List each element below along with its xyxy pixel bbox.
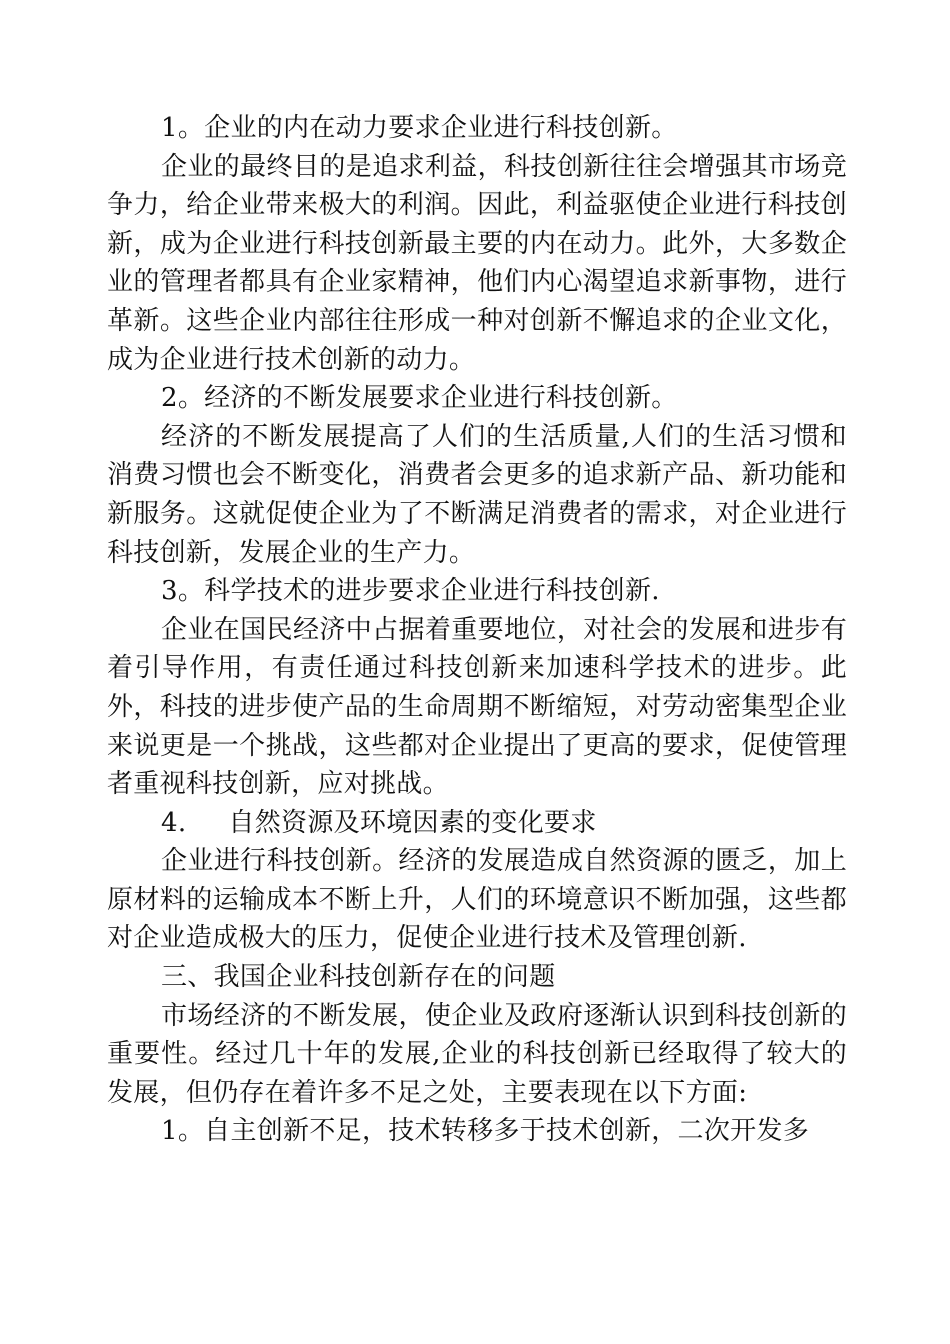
section-heading-science-progress: 3。科学技术的进步要求企业进行科技创新. xyxy=(161,576,660,607)
paragraph-natural-resources: 企业进行科技创新。经济的发展造成自然资源的匮乏，加上原材料的运输成本不断上升，人们的环境意识不断加强，这些都对企业造成极大的压力，促使企业进行技术及管理创新. xyxy=(107,846,847,954)
document-body xyxy=(107,109,847,1151)
paragraph-problems-intro: 市场经济的不断发展，使企业及政府逐渐认识到科技创新的重要性。经过几十年的发展,企业的科技创新已经取得了较大的发展，但仍存在着许多不足之处，主要表现在以下方面: xyxy=(107,1000,847,1108)
paragraph-internal-motivation: 企业的最终目的是追求利益，科技创新往往会增强其市场竞争力，给企业带来极大的利润。因此，利益驱使企业进行科技创新，成为企业进行科技创新最主要的内在动力。此外，大多数企业的管理者都具有企业家精神，他们内心渴望追求新事物，进行革新。这些企业内部往往形成一种对创新不懈追求的企业文化，成为企业进行技术创新的动力。 xyxy=(107,151,847,375)
section-heading-problems: 三、我国企业科技创新存在的问题 xyxy=(161,962,556,993)
section-heading-economic-development: 2。经济的不断发展要求企业进行科技创新。 xyxy=(161,383,678,414)
paragraph-economic-development: 经济的不断发展提高了人们的生活质量,人们的生活习惯和消费习惯也会不断变化，消费者会更多的追求新产品、新功能和新服务。这就促使企业为了不断满足消费者的需求，对企业进行科技创新，发展企业的生产力。 xyxy=(107,421,847,568)
section-heading-natural-resources xyxy=(107,804,847,843)
section-heading-innovation-shortage: 1。自主创新不足，技术转移多于技术创新，二次开发多 xyxy=(161,1116,810,1147)
list-number: 4. xyxy=(161,807,187,838)
section-heading-internal-motivation: 1。企业的内在动力要求企业进行科技创新。 xyxy=(161,113,678,143)
list-item-text: 自然资源及环境因素的变化要求 xyxy=(228,807,597,838)
paragraph-science-progress: 企业在国民经济中占据着重要地位，对社会的发展和进步有着引导作用，有责任通过科技创新来加速科学技术的进步。此外，科技的进步使产品的生命周期不断缩短，对劳动密集型企业来说更是一个挑战，这些都对企业提出了更高的要求，促使管理者重视科技创新，应对挑战。 xyxy=(107,614,847,800)
